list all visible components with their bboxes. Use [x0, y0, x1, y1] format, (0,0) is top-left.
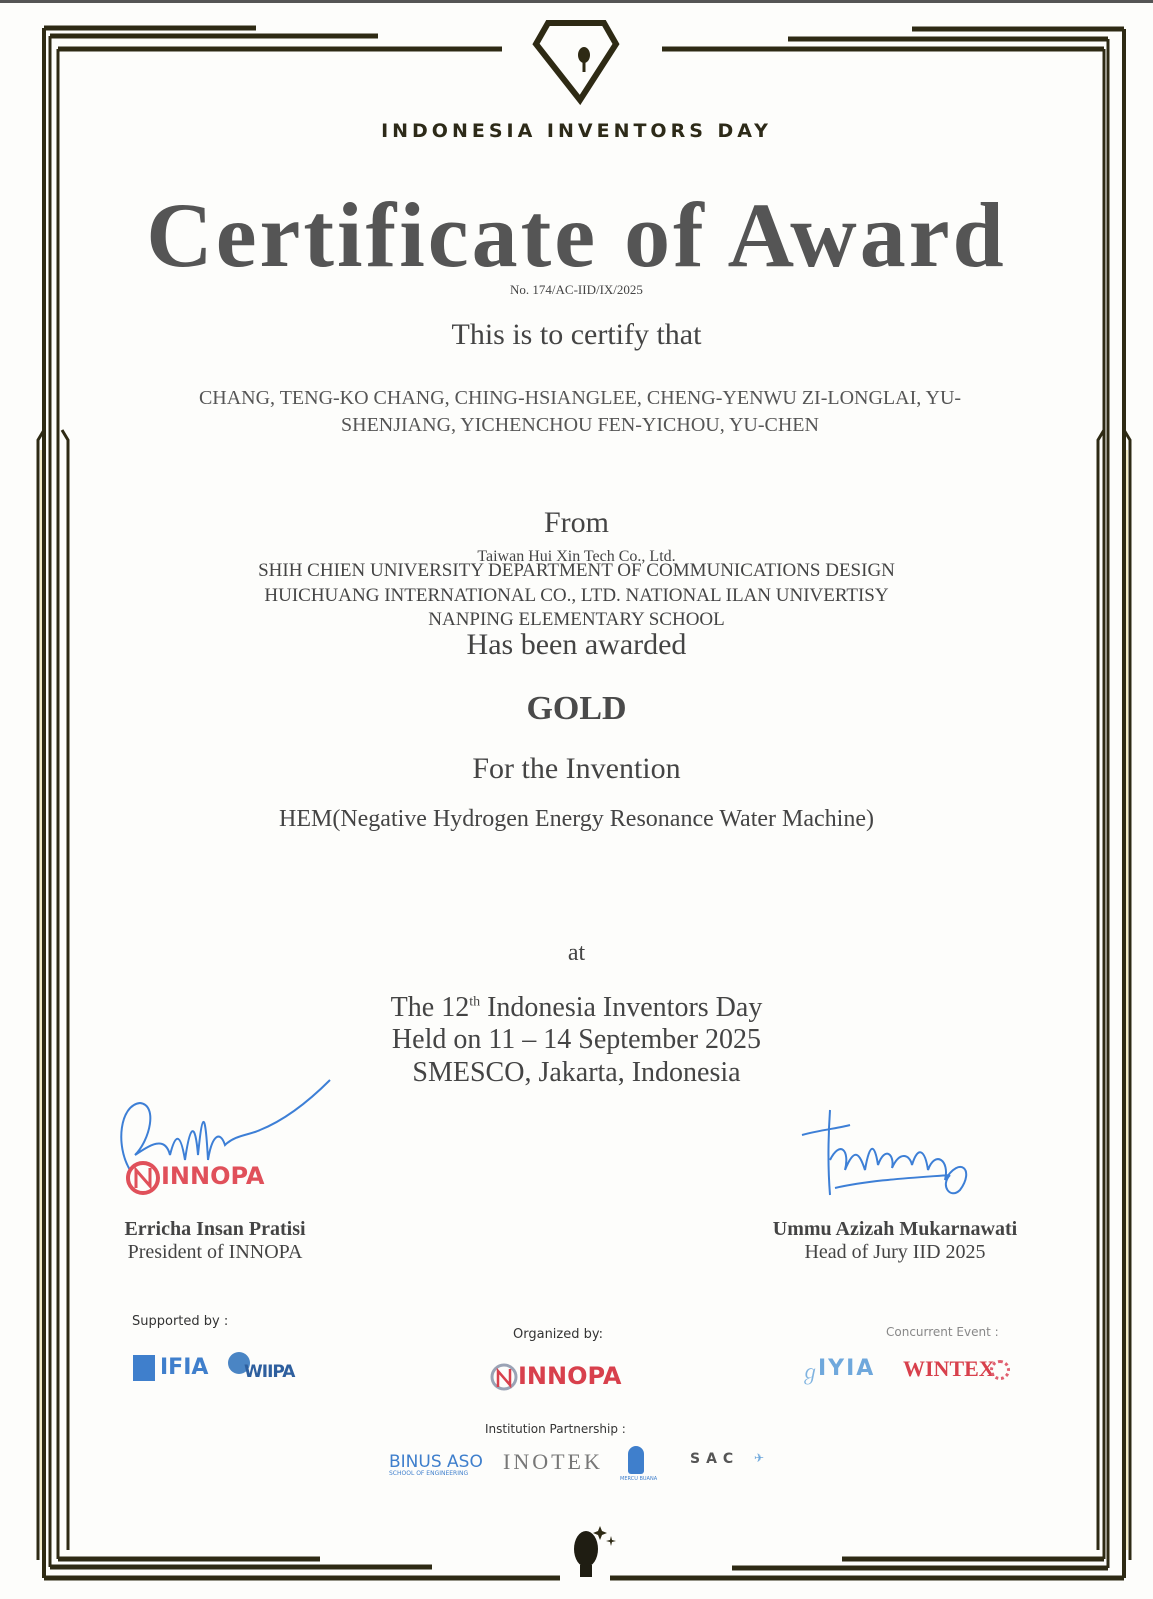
- binus-logo-subtext: SCHOOL OF ENGINEERING: [389, 1470, 469, 1477]
- stamp-text: INNOPA: [161, 1162, 265, 1190]
- recipient-names: [140, 385, 1020, 439]
- innopa-stamp-icon: [125, 1160, 161, 1196]
- gear-icon: [990, 1360, 1010, 1380]
- iyia-logo-icon: ℊ: [800, 1362, 820, 1384]
- recipient-names-line1: CHANG, TENG-KO CHANG, CHING-HSIANGLEE, CHENG-YENWU ZI-LONGLAI, YU-: [198, 387, 962, 409]
- signature-right: [800, 1100, 1000, 1210]
- award-level: GOLD: [526, 690, 627, 727]
- plane-icon: ✈: [754, 1451, 765, 1465]
- organization: NANPING ELEMENTARY SCHOOL: [428, 609, 725, 630]
- mercu-buana-logo-text: MERCU BUANA: [620, 1476, 658, 1482]
- mercu-buana-logo-icon: [628, 1446, 644, 1474]
- organized-by-label: Organized by:: [513, 1327, 604, 1342]
- event-prefix: The 12: [390, 992, 470, 1023]
- awarded-label: Has been awarded: [466, 628, 687, 661]
- organization: Taiwan Hui Xin Tech Co., Ltd.: [477, 548, 676, 565]
- supported-by-label: Supported by :: [132, 1314, 229, 1329]
- lightbulb-icon: [574, 1526, 616, 1577]
- gem-emblem-icon: [536, 23, 616, 100]
- innopa-logo-icon: [490, 1362, 518, 1392]
- invention-name: HEM(Negative Hydrogen Energy Resonance Water Machine): [279, 806, 874, 832]
- from-label: From: [543, 506, 609, 539]
- at-label: at: [567, 940, 586, 966]
- event-dates: Held on 11 – 14 September 2025: [391, 1024, 762, 1055]
- signatory-right: [760, 1218, 1030, 1264]
- institution-partnership-label: Institution Partnership :: [485, 1422, 626, 1436]
- event-name: INDONESIA INVENTORS DAY: [381, 120, 772, 142]
- ifia-logo-text: IFIA: [160, 1355, 209, 1380]
- binus-logo-text: BINUS ASO: [389, 1452, 483, 1472]
- signatory-name: Ummu Azizah Mukarnawati: [772, 1218, 1018, 1240]
- event-suffix: Indonesia Inventors Day: [480, 992, 763, 1023]
- signatory-name: Erricha Insan Pratisi: [124, 1218, 306, 1240]
- innopa-stamp: [125, 1160, 285, 1196]
- signatory-title: President of INNOPA: [127, 1241, 303, 1263]
- certificate-title: Certificate of Award: [146, 184, 1007, 286]
- organization: HUICHUANG INTERNATIONAL CO., LTD. NATIONAL ILAN UNIVERTISY: [264, 585, 889, 606]
- signatory-title: Head of Jury IID 2025: [804, 1241, 986, 1263]
- certify-line: This is to certify that: [451, 318, 702, 351]
- organization: SHIH CHIEN UNIVERSITY DEPARTMENT OF COMMUNICATIONS DESIGN: [258, 560, 895, 581]
- event-ordinal: th: [469, 994, 481, 1010]
- sac-logo-text: SAC: [690, 1451, 740, 1467]
- innopa-logo-text: INNOPA: [518, 1362, 622, 1390]
- invention-label: For the Invention: [472, 752, 681, 785]
- concurrent-event-label: Concurrent Event :: [886, 1325, 999, 1339]
- wintex-logo-text: WINTEX: [903, 1356, 995, 1381]
- recipient-names-line2: SHENJIANG, YICHENCHOU FEN-YICHOU, YU-CHEN: [341, 414, 819, 436]
- event-edition: [0, 992, 1153, 1024]
- certificate-number: No. 174/AC-IID/IX/2025: [510, 282, 643, 297]
- inotek-logo: INOTEK: [503, 1449, 603, 1474]
- wiipa-logo-text: WIIPA: [244, 1362, 295, 1382]
- signatory-left: [100, 1218, 330, 1264]
- iyia-logo-text: IYIA: [818, 1356, 876, 1381]
- ifia-logo-icon: [133, 1355, 155, 1381]
- event-venue: SMESCO, Jakarta, Indonesia: [412, 1057, 741, 1088]
